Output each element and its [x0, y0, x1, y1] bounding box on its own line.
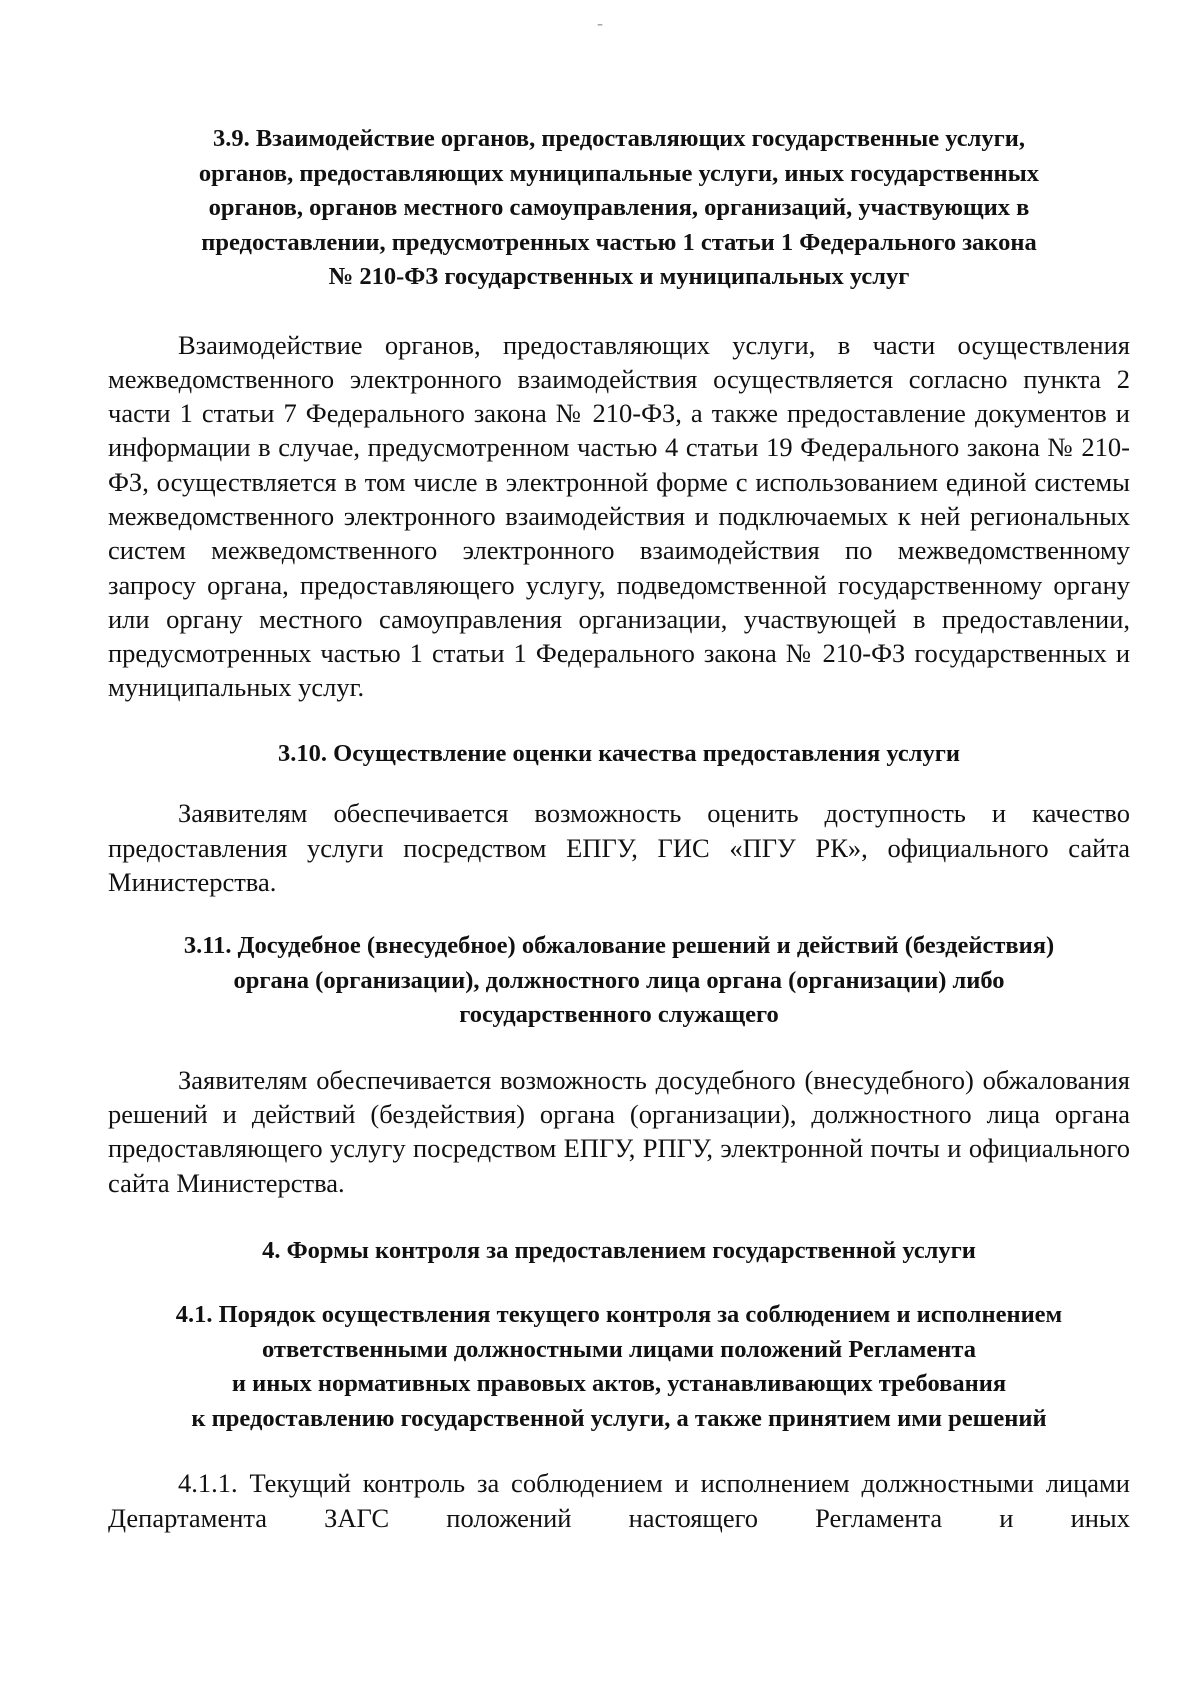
- heading-line: органов, предоставляющих муниципальные услуги, иных государственных: [198, 159, 1040, 187]
- heading-line: предоставлении, предусмотренных частью 1 статьи 1 Федерального закона: [201, 228, 1037, 256]
- document-body: [108, 122, 1130, 1535]
- heading-line: № 210-ФЗ государственных и муниципальных услуг: [328, 263, 910, 290]
- heading-line: 4.1. Порядок осуществления текущего контроля за соблюдением и исполнением: [175, 1301, 1063, 1329]
- section-3-10-paragraph: Заявителям обеспечивается возможность оценить доступность и качество предоставления услуги посредством ЕПГУ, ГИС «ПГУ РК», официального сайта Министерства.: [108, 798, 1130, 897]
- section-3-9-paragraph: Взаимодействие органов, предоставляющих услуги, в части осуществления межведомственного электронного взаимодействия осуществляется согласно пункта 2 части 1 статьи 7 Федерального закона № 210-ФЗ, а также предоставление документов и информации в случае, предусмотренном частью 4 статьи 19 Федерального закона № 210-ФЗ, осуществляется в том числе в электронной форме с использованием единой системы межведомственного электронного взаимодействия и подключаемых к ней региональных систем межведомственного электронного взаимодействия по межведомственному запросу органа, предоставляющего услугу, подведомственной государственному органу или органу местного самоуправления организации, участвующей в предоставлении, предусмотренных частью 1 статьи 1 Федерального закона № 210-ФЗ государственных и муниципальных услуг.: [108, 329, 1130, 703]
- heading-line: ответственными должностными лицами положений Регламента: [261, 1335, 977, 1363]
- heading-line: органа (организации), должностного лица органа (организации) либо: [233, 966, 1005, 994]
- heading-line: 4. Формы контроля за предоставлением государственной услуги: [262, 1236, 976, 1264]
- heading-line: к предоставлению государственной услуги, а также принятием ими решений: [191, 1404, 1047, 1432]
- heading-line: 3.11. Досудебное (внесудебное) обжалование решений и действий (бездействия): [183, 932, 1055, 960]
- section-3-9-heading: [108, 122, 1130, 295]
- section-4-1-heading: [108, 1298, 1130, 1436]
- heading-line: государственного служащего: [459, 1001, 779, 1029]
- heading-line: органов, органов местного самоуправления, организаций, участвующих в: [208, 194, 1030, 221]
- section-3-10-heading: [108, 737, 1130, 772]
- heading-line: 3.9. Взаимодействие органов, предоставляющих государственные услуги,: [212, 125, 1026, 152]
- heading-line: и иных нормативных правовых актов, устанавливающих требования: [231, 1370, 1007, 1398]
- page-marker: -: [597, 13, 603, 33]
- section-3-11-heading: [108, 929, 1130, 1033]
- section-3-11-paragraph: Заявителям обеспечивается возможность досудебного (внесудебного) обжалования решений и действий (бездействия) органа (организации), должностного лица органа предоставляющего услугу посредством ЕПГУ, РПГУ, электронной почты и официального сайта Министерства.: [108, 1064, 1130, 1198]
- section-4-heading: [108, 1234, 1130, 1269]
- heading-line: 3.10. Осуществление оценки качества предоставления услуги: [278, 739, 960, 767]
- section-4-1-paragraph: 4.1.1. Текущий контроль за соблюдением и исполнением должностными лицами Департамента ЗАГС положений настоящего Регламента и иных: [108, 1468, 1130, 1533]
